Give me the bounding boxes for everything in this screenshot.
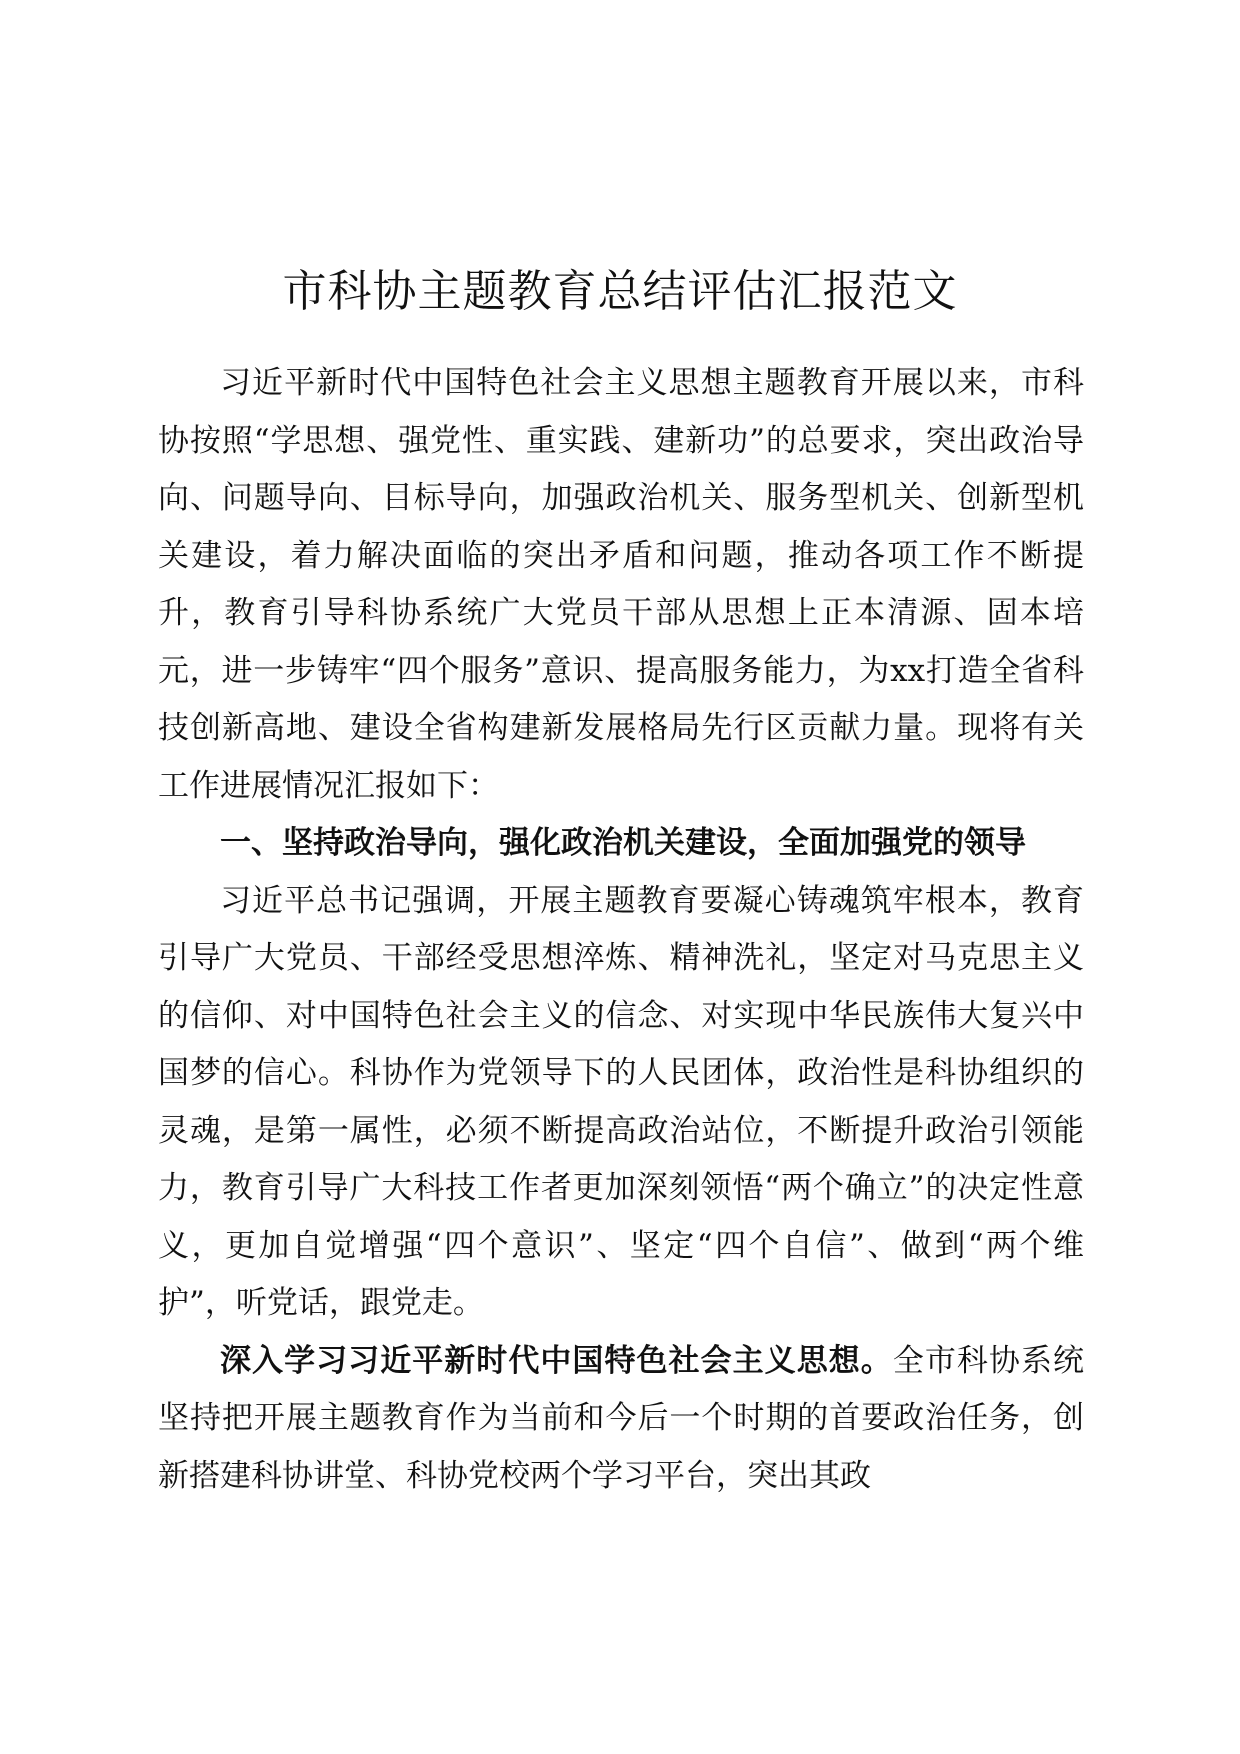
subsection-text: 全市科协系统坚持把开展主题教育作为当前和今后一个时期的首要政治任务，创新搭建科协讲堂、科协党校两个学习平台，突出其政 <box>158 1342 1085 1494</box>
section-heading-1: 一、坚持政治导向，强化政治机关建设，全面加强党的领导 <box>220 825 1026 861</box>
section-1-paragraph: 习近平总书记强调，开展主题教育要凝心铸魂筑牢根本，教育引导广大党员、干部经受思想淬炼、精神洗礼，坚定对马克思主义的信仰、对中国特色社会主义的信念、对实现中华民族伟大复兴中国梦的信心。科协作为党领导下的人民团体，政治性是科协组织的灵魂，是第一属性，必须不断提高政治站位，不断提升政治引领能力，教育引导广大科技工作者更加深刻领悟“两个确立”的决定性意义，更加自觉增强“四个意识”、坚定“四个自信”、做到“两个维护”，听党话，跟党走。 <box>158 882 1084 1321</box>
subsection-paragraph <box>158 1333 1084 1506</box>
document-body <box>158 355 1084 1505</box>
subsection-lead: 深入学习习近平新时代中国特色社会主义思想。 <box>220 1342 893 1379</box>
document-title: 市科协主题教育总结评估汇报范文 <box>282 266 958 317</box>
intro-paragraph: 习近平新时代中国特色社会主义思想主题教育开展以来，市科协按照“学思想、强党性、重实践、建新功”的总要求，突出政治导向、问题导向、目标导向，加强政治机关、服务型机关、创新型机关建设，着力解决面临的突出矛盾和问题，推动各项工作不断提升，教育引导科协系统广大党员干部从思想上正本清源、固本培元，进一步铸牢“四个服务”意识、提高服务能力，为xx打造全省科技创新高地、建设全省构建新发展格局先行区贡献力量。现将有关工作进展情况汇报如下： <box>158 365 1084 804</box>
